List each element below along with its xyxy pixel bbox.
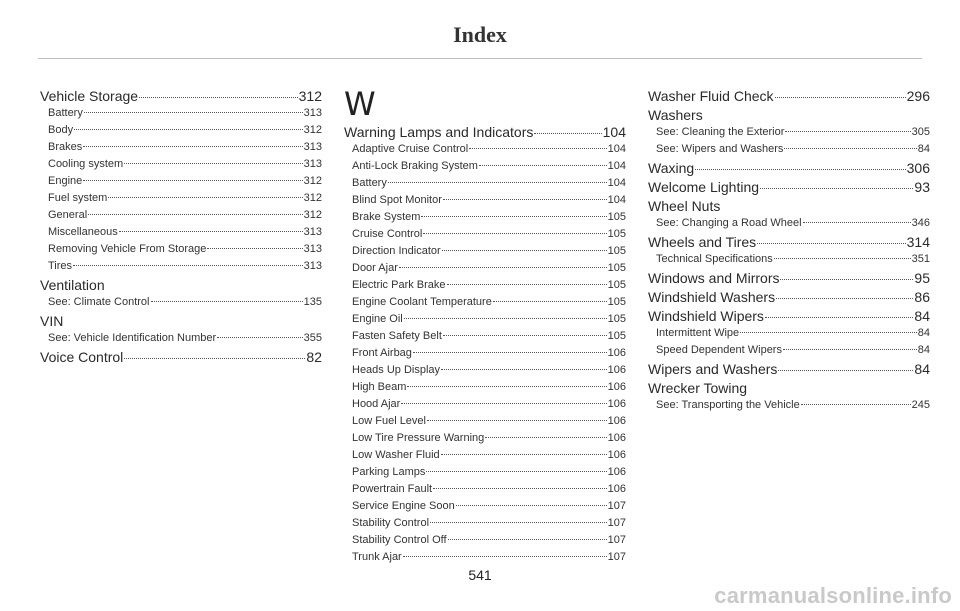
index-subentry [40,173,322,190]
page-reference: 312 [298,88,322,104]
page-reference: 84 [917,344,930,356]
index-entry [40,88,322,105]
page-reference: 313 [303,243,322,255]
index-subentry [344,379,626,396]
entry-label: Removing Vehicle From Storage [48,243,207,255]
index-subentry [344,158,626,175]
page-reference: 105 [607,228,626,240]
entry-label: Stability Control [352,517,430,529]
entry-label: See: Climate Control [48,296,150,308]
page-reference: 105 [607,296,626,308]
page-reference: 104 [607,143,626,155]
index-subentry [344,549,626,566]
index-subentry [344,294,626,311]
index-subentry [344,481,626,498]
index-column-1 [40,86,322,366]
dot-leader [778,370,913,371]
dot-leader [207,248,302,249]
page-reference: 106 [607,483,626,495]
dot-leader [785,131,910,132]
dot-leader [740,332,917,333]
page-reference: 355 [303,332,322,344]
page-reference: 106 [607,364,626,376]
index-entry [40,277,322,294]
dot-leader [783,349,917,350]
dot-leader [427,420,607,421]
dot-leader [784,148,916,149]
page-reference: 296 [906,88,930,104]
page-reference: 104 [607,177,626,189]
entry-label: Hood Ajar [352,398,401,410]
index-subentry [40,190,322,207]
index-subentry [40,105,322,122]
index-subentry [40,156,322,173]
page-reference: 105 [607,245,626,257]
page-reference: 105 [607,279,626,291]
dot-leader [774,258,911,259]
entry-label: Wheel Nuts [648,198,721,214]
page-reference: 106 [607,432,626,444]
dot-leader [84,112,303,113]
dot-leader [421,216,606,217]
entry-label: Body [48,124,74,136]
dot-leader [73,265,303,266]
page-number: 541 [468,567,492,583]
title-divider [38,58,922,59]
dot-leader [801,404,911,405]
dot-leader [83,146,302,147]
index-subentry [344,515,626,532]
index-subentry [344,396,626,413]
dot-leader [757,243,905,244]
page-reference: 351 [911,253,930,265]
page-reference: 306 [906,160,930,176]
dot-leader [443,199,607,200]
entry-label: Vehicle Storage [40,88,139,104]
entry-label: Welcome Lighting [648,179,760,195]
entry-label: Intermittent Wipe [656,327,740,339]
dot-leader [413,352,607,353]
section-letter: W [344,85,376,123]
dot-leader [456,505,607,506]
entry-label: See: Transporting the Vehicle [656,399,800,411]
page-reference: 107 [607,534,626,546]
entry-label: See: Vehicle Identification Number [48,332,217,344]
page-reference: 105 [607,330,626,342]
entry-label: Low Fuel Level [352,415,426,427]
index-subentry [40,122,322,139]
page-reference: 106 [607,347,626,359]
page-reference: 312 [303,124,322,136]
page-reference: 313 [303,158,322,170]
index-subentry [344,243,626,260]
index-subentry [344,532,626,549]
dot-leader [441,454,607,455]
page-title: Index [453,22,507,47]
page-reference: 104 [607,160,626,172]
dot-leader [493,301,607,302]
index-subentry [344,175,626,192]
index-subentry [344,498,626,515]
index-subentry [40,258,322,275]
entry-label: See: Wipers and Washers [656,143,784,155]
entry-label: Voice Control [40,349,124,365]
entry-label: Cruise Control [352,228,423,240]
entry-label: Wipers and Washers [648,361,778,377]
entry-label: Washer Fluid Check [648,88,774,104]
page-reference: 106 [607,398,626,410]
dot-leader [124,358,305,359]
index-subentry [344,447,626,464]
page-reference: 313 [303,107,322,119]
index-subentry [40,241,322,258]
dot-leader [534,133,601,134]
entry-label: Low Washer Fluid [352,449,440,461]
index-subentry [344,260,626,277]
index-entry [648,270,930,287]
page-reference: 84 [917,327,930,339]
entry-label: Wrecker Towing [648,380,748,396]
index-subentry [344,277,626,294]
dot-leader [448,539,607,540]
dot-leader [695,169,905,170]
dot-leader [780,279,913,280]
dot-leader [803,222,911,223]
dot-leader [88,214,303,215]
dot-leader [407,386,606,387]
index-entry [648,160,930,177]
entry-label: Anti-Lock Braking System [352,160,478,172]
page-reference: 104 [602,124,626,140]
index-subentry [648,325,930,342]
dot-leader [765,317,913,318]
index-entry [344,124,626,141]
dot-leader [124,163,302,164]
index-subentry [648,251,930,268]
entry-label: Cooling system [48,158,124,170]
page-reference: 135 [303,296,322,308]
entry-label: Adaptive Cruise Control [352,143,469,155]
dot-leader [469,148,606,149]
entry-label: Fuel system [48,192,108,204]
index-subentry [40,139,322,156]
dot-leader [485,437,606,438]
page-reference: 107 [607,500,626,512]
entry-label: See: Cleaning the Exterior [656,126,785,138]
index-subentry [344,328,626,345]
page-reference: 107 [607,517,626,529]
index-subentry [344,226,626,243]
index-subentry [344,464,626,481]
page-reference: 84 [914,308,930,324]
dot-leader [401,403,606,404]
index-entry [648,289,930,306]
index-subentry [648,342,930,359]
page-reference: 93 [914,179,930,195]
entry-label: Tires [48,260,73,272]
index-subentry [344,362,626,379]
index-subentry [40,224,322,241]
page-reference: 106 [607,466,626,478]
index-entry [648,107,930,124]
entry-label: Stability Control Off [352,534,447,546]
index-subentry [40,330,322,347]
page-reference: 105 [607,262,626,274]
page-reference: 346 [911,217,930,229]
index-subentry [648,141,930,158]
index-column-2 [344,86,626,566]
index-entry [648,234,930,251]
page-reference: 312 [303,192,322,204]
index-subentry [344,430,626,447]
page-reference: 84 [917,143,930,155]
dot-leader [760,188,913,189]
entry-label: Miscellaneous [48,226,118,238]
index-subentry [648,215,930,232]
dot-leader [479,165,607,166]
index-entry [648,308,930,325]
index-subentry [648,124,930,141]
dot-leader [388,182,607,183]
index-entry [648,179,930,196]
entry-label: Waxing [648,160,695,176]
dot-leader [119,231,303,232]
index-entry [40,349,322,366]
dot-leader [442,250,607,251]
entry-label: Windshield Wipers [648,308,764,324]
entry-label: Trunk Ajar [352,551,402,563]
index-entry [648,380,930,397]
page-reference: 305 [911,126,930,138]
dot-leader [433,488,607,489]
page-reference: 106 [607,449,626,461]
page-reference: 82 [306,349,322,365]
entry-label: Fasten Safety Belt [352,330,442,342]
index-subentry [344,192,626,209]
entry-label: Speed Dependent Wipers [656,344,782,356]
entry-label: Brakes [48,141,83,153]
dot-leader [447,284,607,285]
page-reference: 84 [914,361,930,377]
entry-label: Battery [352,177,387,189]
index-subentry [344,345,626,362]
entry-label: Direction Indicator [352,245,441,257]
page-reference: 313 [303,260,322,272]
dot-leader [83,180,302,181]
dot-leader [217,337,302,338]
entry-label: Engine Oil [352,313,403,325]
page-reference: 95 [914,270,930,286]
dot-leader [108,197,302,198]
dot-leader [139,97,298,98]
entry-label: Service Engine Soon [352,500,455,512]
index-subentry [344,311,626,328]
page-reference: 245 [911,399,930,411]
page-reference: 106 [607,381,626,393]
page-reference: 105 [607,313,626,325]
entry-label: VIN [40,313,64,329]
entry-label: Door Ajar [352,262,398,274]
entry-label: Battery [48,107,83,119]
index-entry [40,313,322,330]
page-reference: 105 [607,211,626,223]
dot-leader [775,97,906,98]
entry-label: Engine Coolant Temperature [352,296,492,308]
index-subentry [648,397,930,414]
index-entry [648,361,930,378]
page-reference: 314 [906,234,930,250]
entry-label: Engine [48,175,83,187]
watermark: carmanualsonline.info [714,583,952,608]
dot-leader [74,129,303,130]
dot-leader [404,318,607,319]
entry-label: See: Changing a Road Wheel [656,217,802,229]
entry-label: Parking Lamps [352,466,426,478]
entry-label: Wheels and Tires [648,234,757,250]
page-reference: 86 [914,289,930,305]
entry-label: Heads Up Display [352,364,441,376]
dot-leader [776,298,913,299]
index-subentry [344,413,626,430]
page-reference: 313 [303,141,322,153]
page-reference: 312 [303,175,322,187]
entry-label: Technical Specifications [656,253,773,265]
entry-label: Warning Lamps and Indicators [344,124,534,140]
entry-label: Windows and Mirrors [648,270,780,286]
entry-label: Washers [648,107,703,123]
page-reference: 104 [607,194,626,206]
dot-leader [403,556,607,557]
page-reference: 106 [607,415,626,427]
index-subentry [344,209,626,226]
index-subentry [40,294,322,311]
dot-leader [151,301,303,302]
index-entry [648,198,930,215]
entry-label: Front Airbag [352,347,412,359]
page-reference: 313 [303,226,322,238]
index-entry [648,88,930,105]
dot-leader [430,522,607,523]
index-column-3 [648,86,930,414]
index-subentry [40,207,322,224]
entry-label: Windshield Washers [648,289,776,305]
entry-label: Low Tire Pressure Warning [352,432,485,444]
entry-label: Blind Spot Monitor [352,194,442,206]
entry-label: Electric Park Brake [352,279,446,291]
index-subentry [344,141,626,158]
entry-label: Brake System [352,211,421,223]
dot-leader [426,471,606,472]
dot-leader [423,233,606,234]
dot-leader [399,267,607,268]
dot-leader [441,369,607,370]
page-reference: 312 [303,209,322,221]
entry-label: Powertrain Fault [352,483,433,495]
dot-leader [443,335,607,336]
page-reference: 107 [607,551,626,563]
entry-label: General [48,209,88,221]
entry-label: High Beam [352,381,407,393]
entry-label: Ventilation [40,277,105,293]
